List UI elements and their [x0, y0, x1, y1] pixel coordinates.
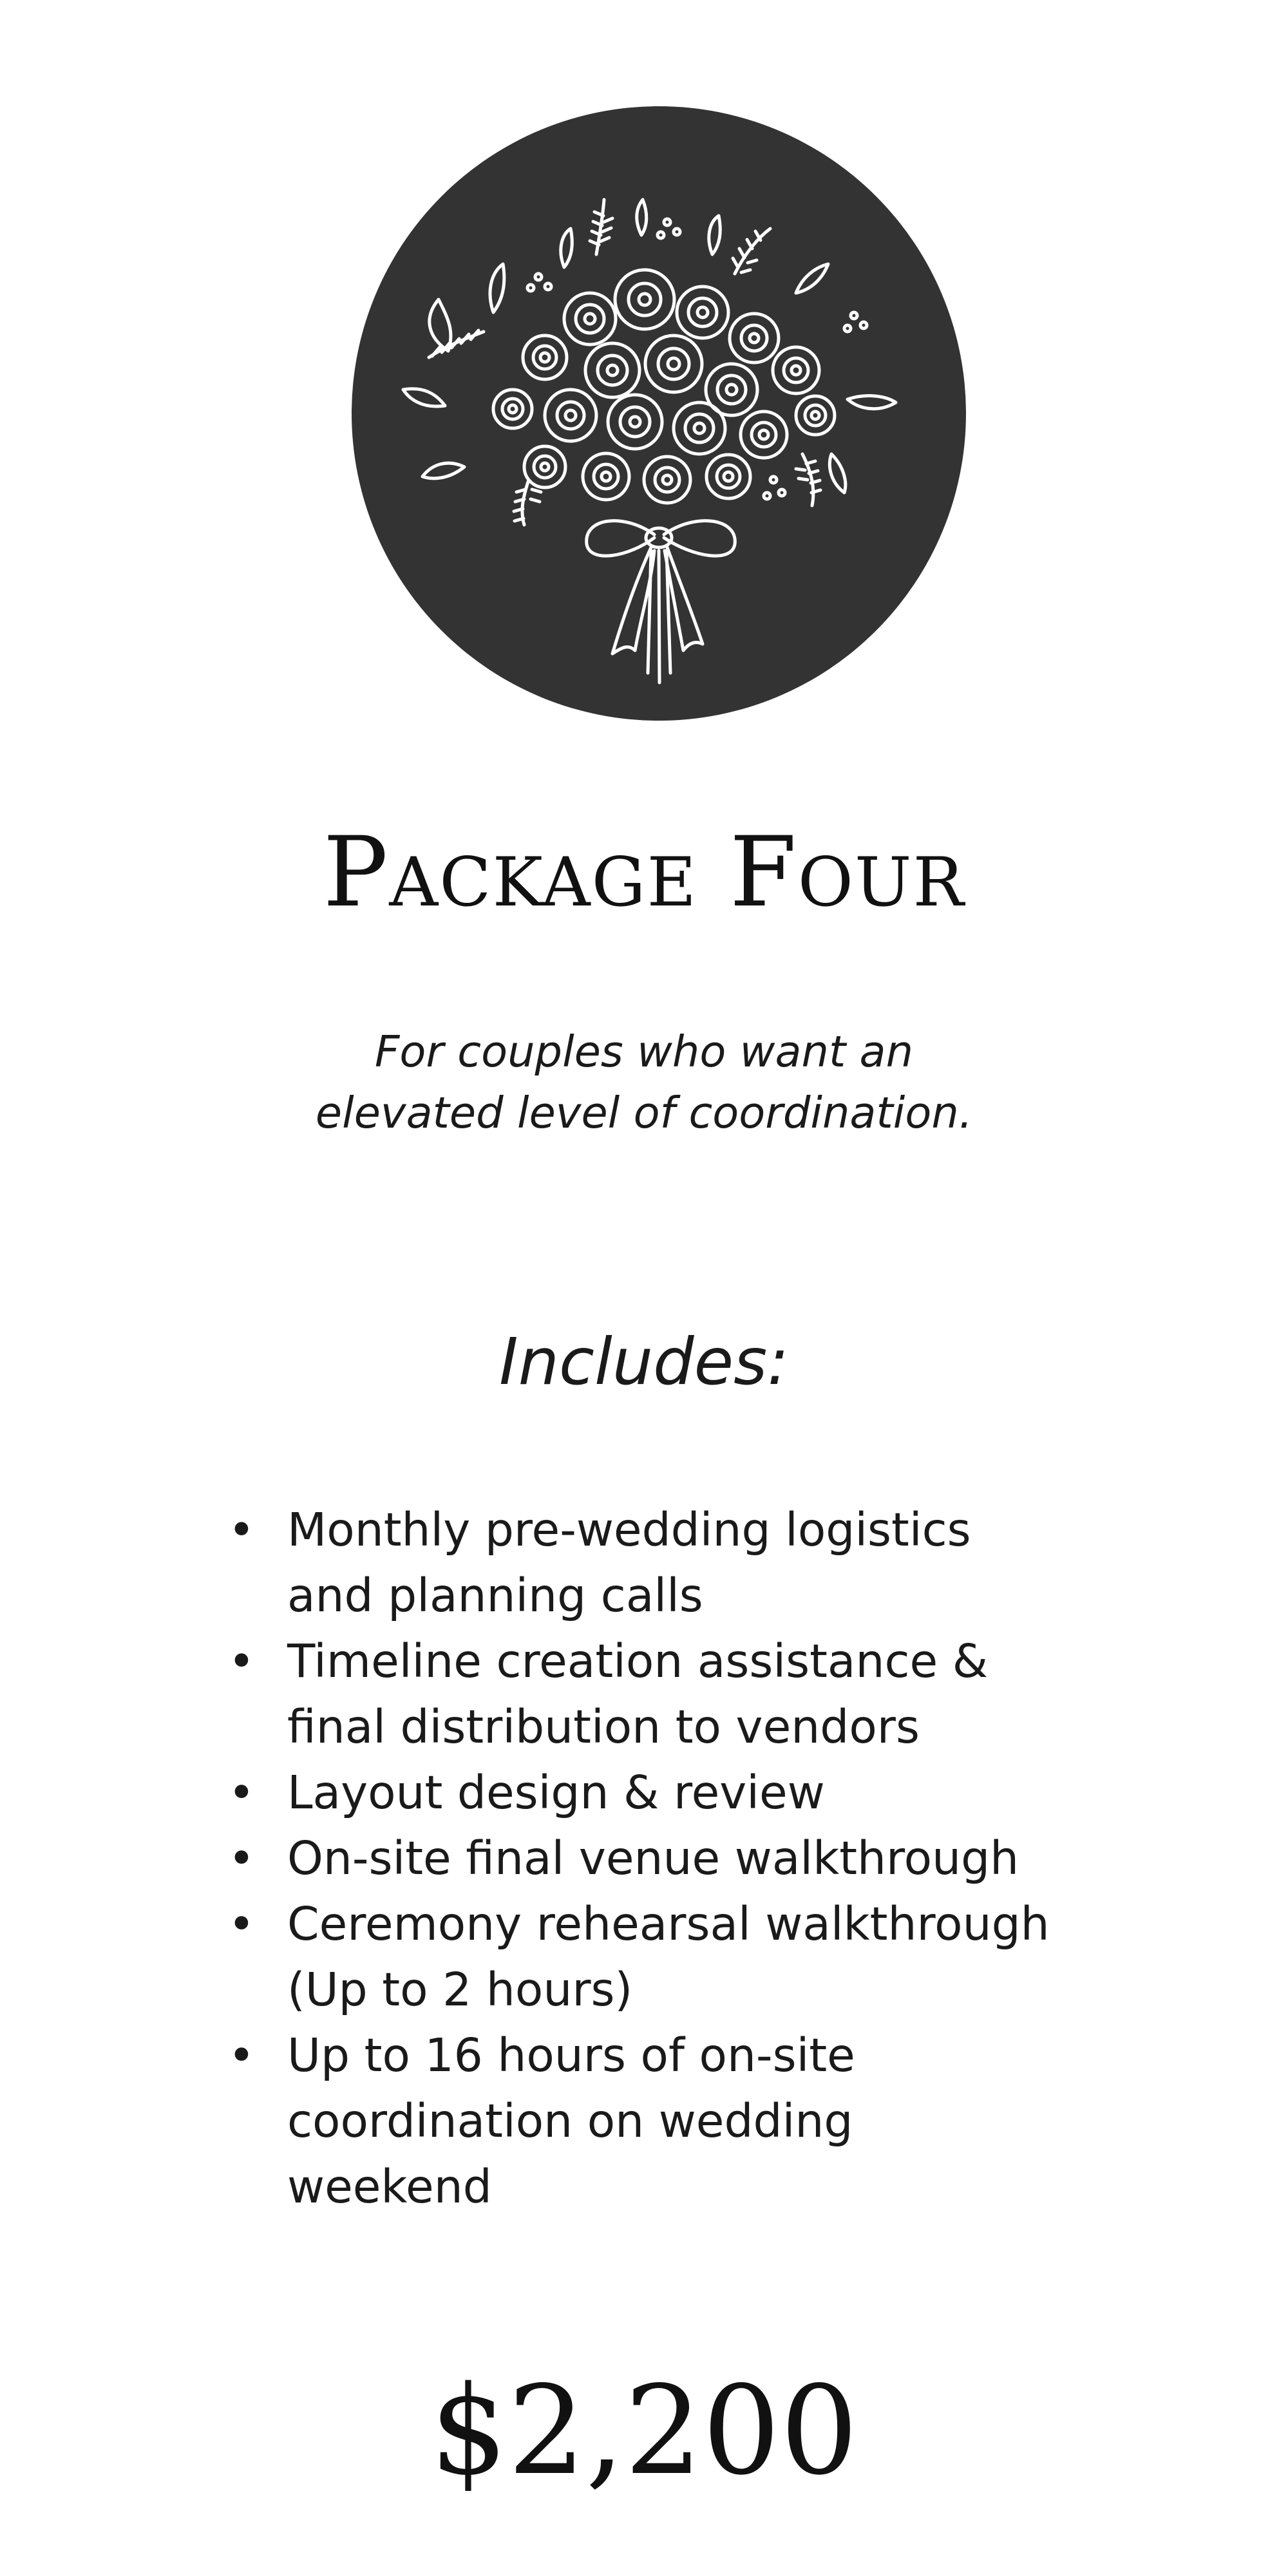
feature-text: Monthly pre-wedding logistics	[287, 1503, 971, 1557]
features-list	[223, 1497, 1137, 2220]
feature-text: Up to 16 hours of on-site	[287, 2029, 855, 2082]
tagline-line: For couples who want an	[374, 1027, 914, 1077]
feature-text: (Up to 2 hours)	[287, 1963, 633, 2016]
feature-text: and planning calls	[287, 1569, 703, 1622]
package-title: Package Four	[323, 817, 965, 929]
bouquet-emblem	[352, 106, 966, 721]
flower-bouquet-icon	[352, 106, 966, 721]
feature-item	[223, 1826, 1137, 1891]
bullet-icon: •	[228, 1503, 255, 1557]
feature-item	[223, 1891, 1137, 2023]
feature-item	[223, 2023, 1137, 2220]
feature-text: Ceremony rehearsal walkthrough	[287, 1897, 1050, 1951]
package-tagline	[0, 1021, 1288, 1144]
tagline-line: elevated level of coordination.	[315, 1088, 973, 1138]
includes-heading: Includes:	[499, 1324, 789, 1399]
feature-item	[223, 1497, 1137, 1629]
feature-text: coordination on wedding	[287, 2094, 853, 2148]
bullet-icon: •	[228, 2029, 255, 2082]
feature-text: Layout design & review	[287, 1766, 825, 1819]
feature-text: final distribution to vendors	[287, 1700, 920, 1754]
bullet-icon: •	[228, 1634, 255, 1688]
bullet-icon: •	[228, 1832, 255, 1885]
feature-text: weekend	[287, 2160, 492, 2213]
package-price: $2,200	[430, 2360, 858, 2502]
feature-item	[223, 1629, 1137, 1760]
feature-text: Timeline creation assistance &	[287, 1634, 989, 1688]
bullet-icon: •	[228, 1766, 255, 1819]
bullet-icon: •	[228, 1897, 255, 1951]
feature-item	[223, 1760, 1137, 1826]
feature-text: On-site final venue walkthrough	[287, 1832, 1019, 1885]
